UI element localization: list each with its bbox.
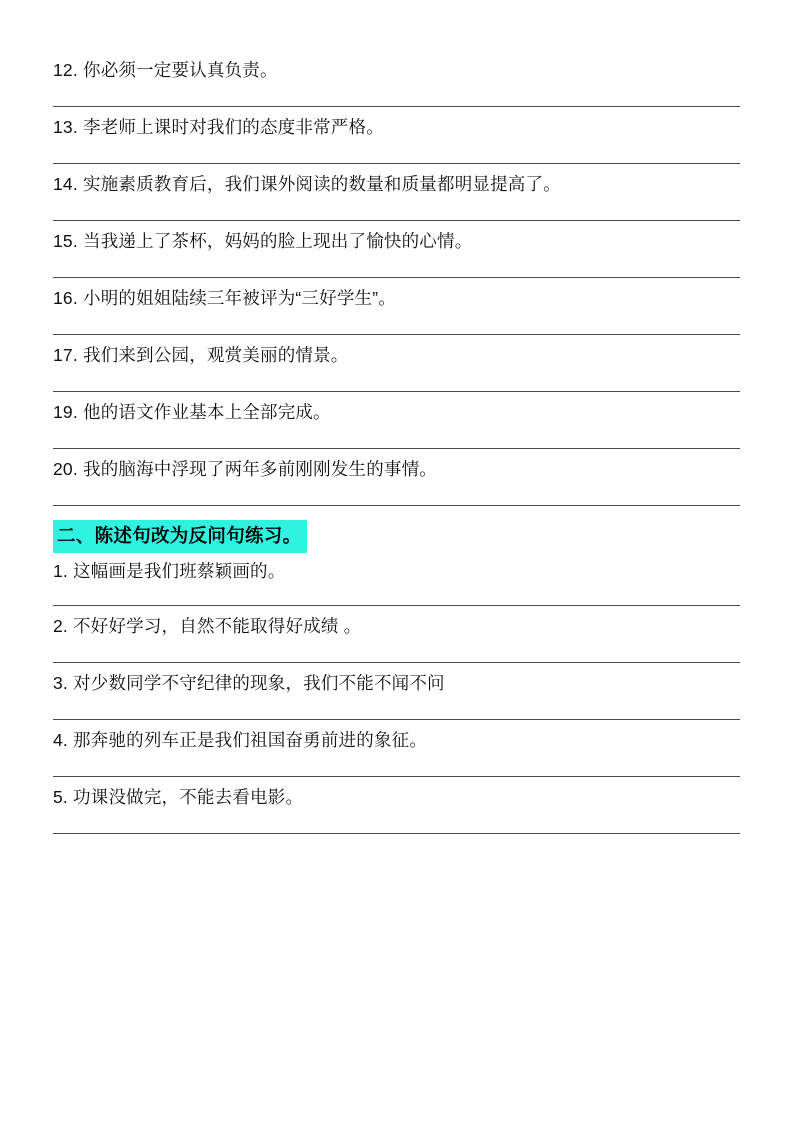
- exercise-text: 20. 我的脑海中浮现了两年多前刚刚发生的事情。: [53, 459, 437, 479]
- exercise-item: [53, 392, 740, 449]
- exercise-text: 5. 功课没做完，不能去看电影。: [53, 787, 304, 807]
- exercise-text: 3. 对少数同学不守纪律的现象，我们不能不闻不问: [53, 673, 445, 693]
- exercise-item: [53, 278, 740, 335]
- section-two-heading-wrap: [53, 506, 740, 555]
- exercise-item: [53, 107, 740, 164]
- exercise-item: [53, 164, 740, 221]
- exercise-item: [53, 606, 740, 663]
- answer-rule: [53, 833, 740, 834]
- exercise-text: 19. 他的语文作业基本上全部完成。: [53, 402, 331, 422]
- exercise-item: [53, 555, 740, 606]
- exercise-text: 17. 我们来到公园，观赏美丽的情景。: [53, 345, 349, 365]
- exercise-item: [53, 335, 740, 392]
- exercise-text: 4. 那奔驰的列车正是我们祖国奋勇前进的象征。: [53, 730, 428, 750]
- section-heading: 二、陈述句改为反问句练习。: [53, 520, 307, 553]
- exercise-text: 2. 不好好学习，自然不能取得好成绩 。: [53, 616, 362, 636]
- exercise-text: 16. 小明的姐姐陆续三年被评为“三好学生”。: [53, 288, 396, 308]
- exercise-text: 14. 实施素质教育后，我们课外阅读的数量和质量都明显提高了。: [53, 174, 561, 194]
- exercise-text: 13. 李老师上课时对我们的态度非常严格。: [53, 117, 384, 137]
- exercise-item: [53, 720, 740, 777]
- worksheet-body: [53, 50, 740, 834]
- exercise-item: [53, 221, 740, 278]
- exercise-item: [53, 663, 740, 720]
- exercise-item: [53, 449, 740, 506]
- exercise-text: 15. 当我递上了茶杯，妈妈的脸上现出了愉快的心情。: [53, 231, 473, 251]
- exercise-text: 12. 你必须一定要认真负责。: [53, 60, 278, 80]
- exercise-item: [53, 50, 740, 107]
- exercise-text: 1. 这幅画是我们班蔡颖画的。: [53, 561, 286, 581]
- exercise-item: [53, 777, 740, 834]
